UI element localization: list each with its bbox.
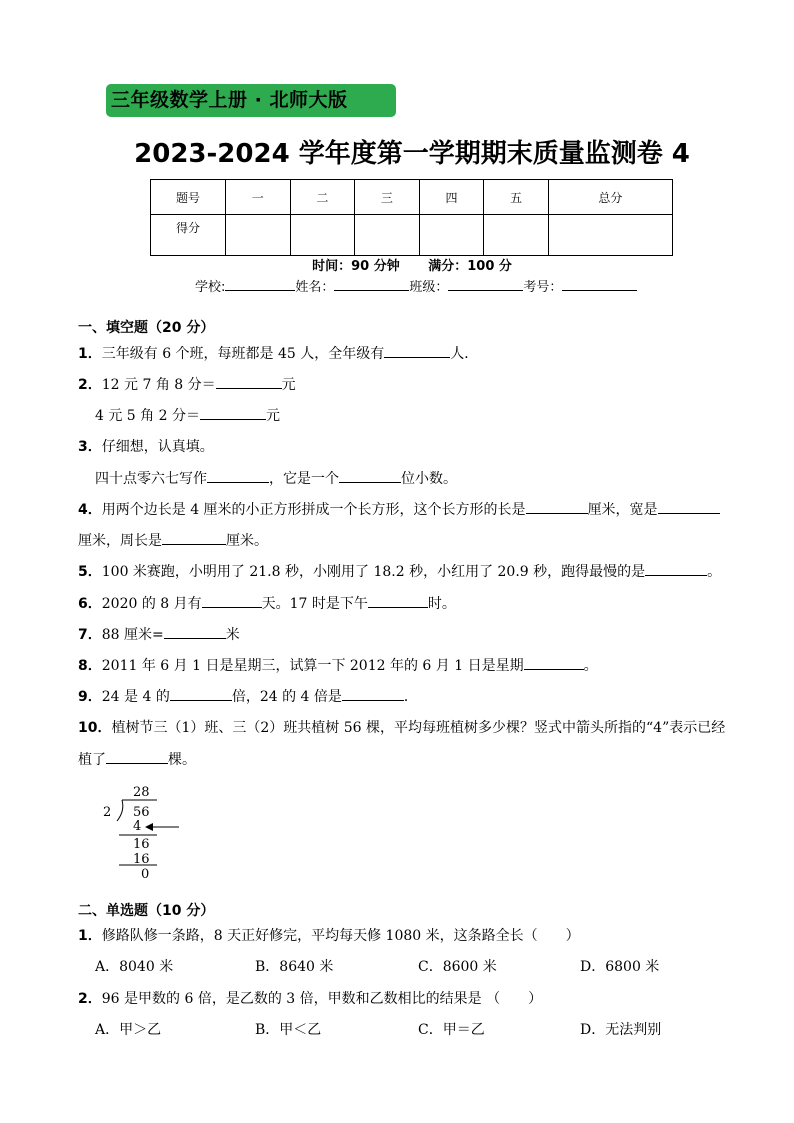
question-number: 8． <box>78 658 102 674</box>
question-number: 5． <box>78 564 102 580</box>
question-text: 24 是 4 的 <box>101 689 170 705</box>
answer-blank[interactable] <box>658 499 720 514</box>
option-a[interactable]: A．甲＞乙 <box>95 1022 162 1038</box>
question-number: 2． <box>78 377 102 393</box>
question-10-part-2 <box>78 749 196 769</box>
option-b[interactable]: B．8640 米 <box>255 959 334 975</box>
exam-full-score: 满分：100 分 <box>428 259 512 274</box>
school-field[interactable] <box>225 276 295 291</box>
score-cell[interactable] <box>548 215 672 256</box>
question-text: 。 <box>583 658 598 674</box>
student-info <box>195 276 637 295</box>
question-1 <box>78 343 478 363</box>
question-number: 9． <box>78 689 102 705</box>
question-number: 4． <box>78 502 102 518</box>
remainder-step: 16 <box>133 837 150 852</box>
question-9 <box>78 686 418 706</box>
score-cell[interactable] <box>226 215 291 256</box>
question-6 <box>78 593 456 613</box>
score-cell[interactable] <box>290 215 355 256</box>
table-header-cell: 题号 <box>151 180 226 215</box>
table-header-cell: 一 <box>226 180 291 215</box>
class-field[interactable] <box>448 276 523 291</box>
score-table <box>150 179 673 256</box>
grade-badge: 三年级数学上册 · 北师大版 <box>106 84 396 117</box>
score-cell[interactable] <box>484 215 549 256</box>
question-text: 4 元 5 角 2 分＝ <box>95 408 200 424</box>
dividend: 56 <box>133 805 150 820</box>
option-c[interactable]: C．甲＝乙 <box>418 1022 485 1038</box>
question-text: 修路队修一条路，8 天正好修完，平均每天修 1080 米，这条路全长（ ） <box>101 928 580 944</box>
mc-question-1 <box>78 925 580 945</box>
answer-blank[interactable] <box>202 593 262 608</box>
question-text: 植树节三（1）班、三（2）班共植树 56 棵，平均每班植树多少棵？竖式中箭头所指的“4”表示已经 <box>111 720 726 736</box>
question-8 <box>78 655 598 675</box>
long-division-figure <box>95 785 195 885</box>
question-text: 12 元 7 角 8 分＝ <box>101 377 216 393</box>
question-10 <box>78 717 725 737</box>
question-text: 96 是甲数的 6 倍，是乙数的 3 倍，甲数和乙数相比的结果是 （ ） <box>101 991 543 1007</box>
number-label: 考号： <box>523 280 563 295</box>
number-field[interactable] <box>562 276 637 291</box>
question-text: 元 <box>281 377 296 393</box>
question-number: 10． <box>78 720 112 736</box>
question-text: 四十点零六七写作 <box>95 471 207 487</box>
answer-blank[interactable] <box>368 593 428 608</box>
answer-blank[interactable] <box>524 655 584 670</box>
option-c[interactable]: C．8600 米 <box>418 959 497 975</box>
name-field[interactable] <box>334 276 409 291</box>
quotient: 28 <box>133 785 150 800</box>
question-3-part-2 <box>95 468 457 488</box>
answer-blank[interactable] <box>162 530 226 545</box>
answer-blank[interactable] <box>164 624 226 639</box>
class-label: 班级： <box>409 280 449 295</box>
answer-blank[interactable] <box>384 343 450 358</box>
exam-time: 时间：90 分钟 <box>312 259 400 274</box>
answer-blank[interactable] <box>216 374 282 389</box>
question-4-part-2 <box>78 530 268 550</box>
question-7 <box>78 624 240 644</box>
option-b[interactable]: B．甲＜乙 <box>255 1022 322 1038</box>
option-d[interactable]: D．无法判别 <box>580 1022 662 1038</box>
table-header-cell: 五 <box>484 180 549 215</box>
table-header-cell: 二 <box>290 180 355 215</box>
score-cell[interactable] <box>419 215 484 256</box>
question-text: 。 <box>707 564 722 580</box>
answer-blank[interactable] <box>526 499 588 514</box>
section-title: 一、填空题（20 分） <box>78 320 215 336</box>
question-text: 棵。 <box>168 752 196 768</box>
score-cell[interactable] <box>355 215 420 256</box>
answer-blank[interactable] <box>207 468 269 483</box>
question-number: 1． <box>78 346 102 362</box>
answer-blank[interactable] <box>106 749 168 764</box>
question-number: 6． <box>78 596 102 612</box>
question-number: 1． <box>78 928 102 944</box>
question-text: 倍，24 的 4 倍是 <box>231 689 342 705</box>
option-a[interactable]: A．8040 米 <box>95 959 174 975</box>
answer-blank[interactable] <box>170 686 232 701</box>
name-label: 姓名： <box>295 280 335 295</box>
option-d[interactable]: D．6800 米 <box>580 959 660 975</box>
question-text: 厘米，宽是 <box>587 502 658 518</box>
question-text: 人． <box>450 346 479 362</box>
question-text: 2011 年 6 月 1 日是星期三，试算一下 2012 年的 6 月 1 日是星期 <box>101 658 524 674</box>
question-text: 米 <box>225 627 240 643</box>
answer-blank[interactable] <box>645 561 707 576</box>
partial-product: 4 <box>133 819 142 834</box>
score-row-label: 得分 <box>151 215 226 256</box>
question-2 <box>78 374 296 394</box>
question-text: 天。17 时是下午 <box>261 596 368 612</box>
question-number: 3． <box>78 439 102 455</box>
school-label: 学校: <box>195 280 226 295</box>
answer-blank[interactable] <box>200 405 266 420</box>
partial-product: 16 <box>133 852 150 867</box>
table-header-cell: 三 <box>355 180 420 215</box>
table-header-cell: 总分 <box>548 180 672 215</box>
question-text: 厘米，周长是 <box>78 533 162 549</box>
question-text: ． <box>403 689 418 705</box>
question-2-part-2 <box>95 405 280 425</box>
mc-question-2 <box>78 988 542 1008</box>
question-text: 三年级有 6 个班，每班都是 45 人，全年级有 <box>101 346 385 362</box>
question-5 <box>78 561 721 581</box>
question-text: 时。 <box>427 596 456 612</box>
answer-blank[interactable] <box>342 686 404 701</box>
question-text: ，它是一个 <box>269 471 339 487</box>
question-text: 88 厘米= <box>101 627 164 643</box>
question-text: 仔细想，认真填。 <box>101 439 214 455</box>
page-title: 2023-2024 学年度第一学期期末质量监测卷 4 <box>134 139 690 169</box>
final-remainder: 0 <box>141 867 150 882</box>
section-title: 二、单选题（10 分） <box>78 903 215 919</box>
divisor: 2 <box>103 805 112 820</box>
question-text: 植了 <box>78 752 106 768</box>
question-text: 2020 的 8 月有 <box>101 596 202 612</box>
question-text: 100 米赛跑，小明用了 21.8 秒，小刚用了 18.2 秒，小红用了 20.9 秒，跑得最慢的是 <box>101 564 646 580</box>
exam-info <box>0 255 794 274</box>
question-text: 元 <box>265 408 280 424</box>
question-3 <box>78 436 214 456</box>
answer-blank[interactable] <box>339 468 401 483</box>
question-text: 厘米。 <box>226 533 268 549</box>
question-number: 7． <box>78 627 102 643</box>
question-text: 用两个边长是 4 厘米的小正方形拼成一个长方形，这个长方形的长是 <box>101 502 526 518</box>
question-4 <box>78 499 720 519</box>
table-header-cell: 四 <box>419 180 484 215</box>
question-number: 2． <box>78 991 102 1007</box>
question-text: 位小数。 <box>401 471 457 487</box>
